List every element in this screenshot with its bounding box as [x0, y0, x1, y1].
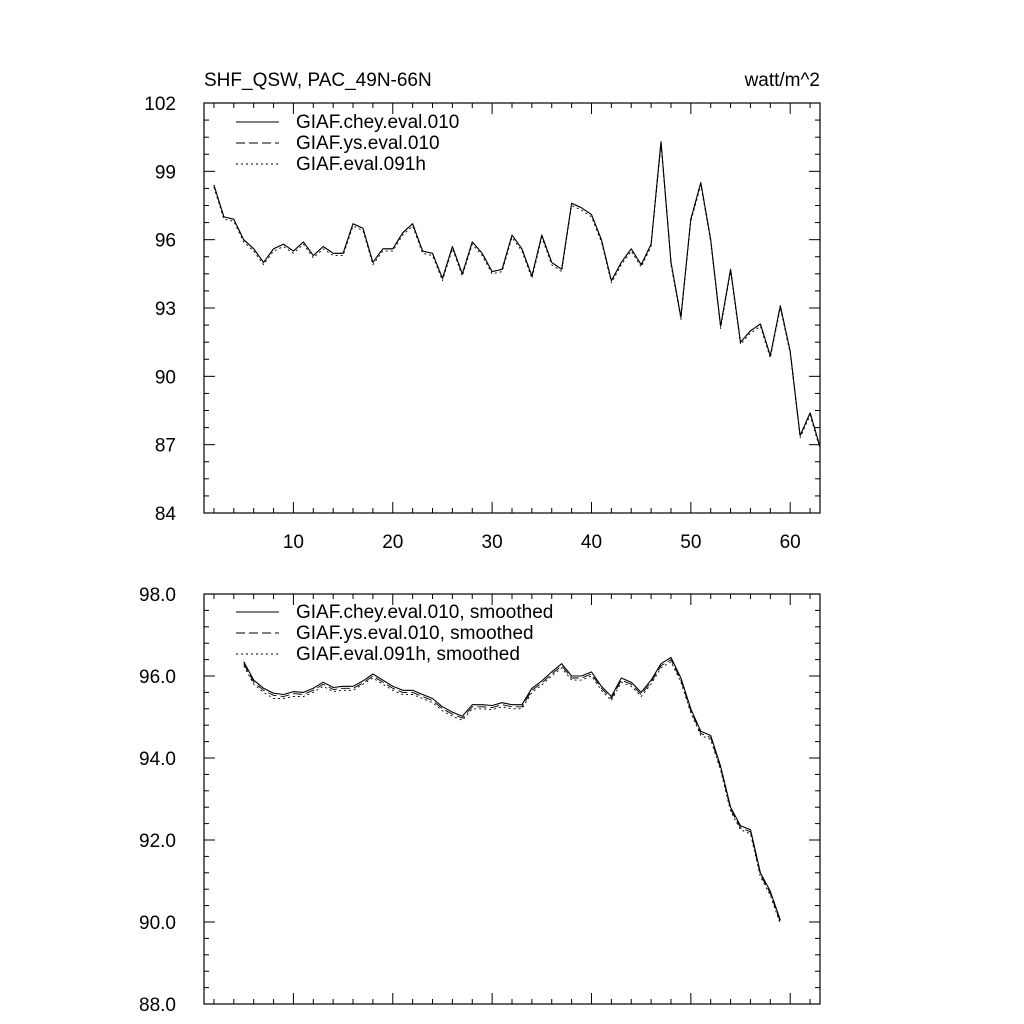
x-tick-label: 20 [382, 532, 404, 553]
y-tick-label: 94.0 [139, 749, 176, 770]
y-tick-label: 92.0 [139, 831, 176, 852]
legend-label-2: GIAF.ys.eval.010, smoothed [296, 623, 534, 644]
series-line-3 [244, 662, 781, 924]
y-tick-label: 93 [154, 299, 176, 320]
y-tick-label: 84 [154, 504, 176, 525]
top-panel [144, 94, 820, 553]
y-tick-label: 90 [154, 367, 176, 389]
series-line-2 [244, 660, 781, 922]
legend-label-1: GIAF.chey.eval.010, smoothed [296, 602, 554, 623]
legend-label-3: GIAF.eval.091h [296, 154, 426, 175]
y-tick-label: 99 [154, 162, 176, 184]
units-label: watt/m^2 [744, 70, 820, 91]
legend-label-3: GIAF.eval.091h, smoothed [296, 644, 520, 665]
bottom-panel [139, 585, 820, 1016]
legend-label-2: GIAF.ys.eval.010 [296, 133, 440, 154]
x-tick-label: 50 [680, 532, 702, 553]
series-line-1 [244, 658, 781, 921]
y-tick-label: 87 [154, 435, 176, 457]
series-line-3 [214, 144, 820, 449]
x-tick-label: 10 [282, 532, 304, 553]
series-line-1 [214, 142, 820, 447]
legend-label-1: GIAF.chey.eval.010 [296, 112, 460, 133]
x-tick-label: 60 [779, 532, 801, 553]
x-tick-label: 40 [580, 532, 603, 553]
y-tick-label: 88.0 [139, 995, 176, 1016]
y-tick-label: 90.0 [139, 913, 176, 934]
series-line-2 [214, 142, 820, 447]
y-tick-label: 98.0 [139, 585, 176, 606]
y-tick-label: 96 [154, 230, 176, 252]
y-tick-label: 102 [144, 94, 176, 115]
x-tick-label: 30 [481, 532, 503, 553]
y-tick-label: 96.0 [139, 667, 176, 688]
chart-title: SHF_QSW, PAC_49N-66N [204, 70, 432, 91]
